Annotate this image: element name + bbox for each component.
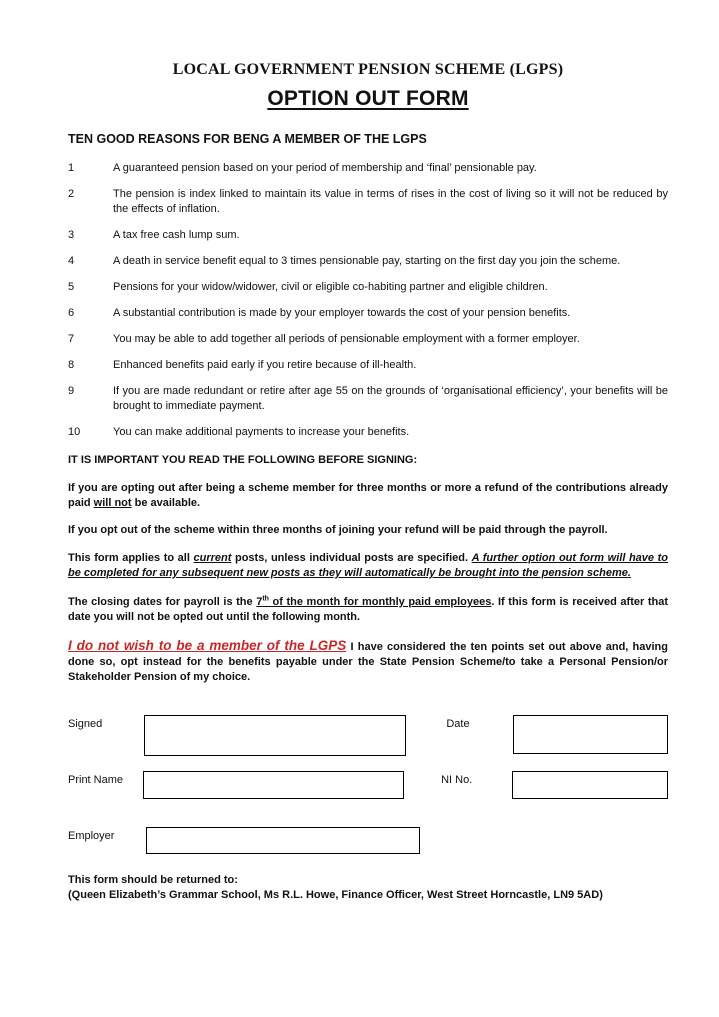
- reason-text: Pensions for your widow/widower, civil or eligible co-habiting partner and eligible children.: [113, 281, 548, 293]
- applies-notice-mid: posts, unless individual posts are specified.: [231, 552, 472, 564]
- refund-notice-underlined: will not: [93, 497, 132, 509]
- closing-day-ordinal: th: [262, 595, 269, 603]
- closing-dates-end: . If this form is received after that date you will not be opted out until the following month.: [68, 596, 668, 623]
- signed-field[interactable]: [144, 715, 406, 756]
- reason-item-2: [68, 187, 668, 217]
- reason-text: Enhanced benefits paid early if you retire because of ill-health.: [113, 359, 417, 371]
- return-address: [68, 873, 668, 903]
- employer-row: [68, 827, 668, 854]
- reason-number: 3: [68, 229, 75, 241]
- reason-text: The pension is index linked to maintain its value in terms of rises in the cost of living so it will not be reduced by the effects of inflation.: [113, 188, 668, 215]
- reason-item-7: [68, 332, 668, 347]
- reason-item-8: [68, 358, 668, 373]
- reason-number: 10: [68, 426, 81, 438]
- reason-number: 5: [68, 281, 75, 293]
- reason-number: 4: [68, 255, 75, 267]
- ni-number-field[interactable]: [512, 771, 668, 799]
- print-name-ni-row: [68, 771, 668, 799]
- print-name-field[interactable]: [143, 771, 404, 799]
- applies-notice-current: current: [193, 552, 232, 564]
- reason-text: If you are made redundant or retire after age 55 on the grounds of ‘organisational efficiency’, your benefits will be brought to immediate payment.: [113, 385, 668, 412]
- reason-item-1: [68, 161, 668, 176]
- reason-item-3: [68, 228, 668, 243]
- reason-item-5: [68, 280, 668, 295]
- declaration-rest: I have considered the ten points set out above and, having done so, opt instead for the benefits payable under the State Pension Scheme/to take a Personal Pension/or Stakeholder Pension of my choice.: [68, 641, 668, 683]
- reason-text: A substantial contribution is made by your employer towards the cost of your pension benefits.: [113, 307, 571, 319]
- ni-number-label: NI No.: [441, 774, 473, 786]
- reason-number: 2: [68, 188, 75, 200]
- signed-label: Signed: [68, 718, 103, 730]
- refund-notice: [68, 481, 668, 511]
- closing-dates-underlined-rest: of the month for monthly paid employees: [268, 596, 492, 608]
- date-field[interactable]: [513, 715, 668, 754]
- closing-dates-start: The closing dates for payroll is the: [68, 596, 257, 608]
- form-title-text: OPTION OUT FORM: [267, 87, 469, 110]
- scheme-title: LOCAL GOVERNMENT PENSION SCHEME (LGPS): [172, 61, 564, 78]
- applies-notice-further-form: A further option out form will have to be completed for any subsequent new posts as they will automatically be brought into the pension scheme.: [68, 552, 668, 579]
- reason-item-10: [68, 425, 668, 440]
- reason-number: 1: [68, 162, 75, 174]
- payroll-refund-notice: If you opt out of the scheme within three months of joining your refund will be paid through the payroll.: [68, 524, 608, 536]
- reason-text: A guaranteed pension based on your period of membership and ‘final’ pensionable pay.: [113, 162, 537, 174]
- applies-notice-start: This form applies to all: [68, 552, 194, 564]
- return-address-line2: (Queen Elizabeth’s Grammar School, Ms R.L. Howe, Finance Officer, West Street Horncastle, LN9 5AD): [68, 889, 603, 901]
- closing-day-number: 7: [256, 596, 263, 608]
- reason-text: A death in service benefit equal to 3 times pensionable pay, starting on the first day you join the scheme.: [113, 255, 621, 267]
- important-heading: IT IS IMPORTANT YOU READ THE FOLLOWING BEFORE SIGNING:: [68, 454, 418, 466]
- reason-text: A tax free cash lump sum.: [113, 229, 240, 241]
- reason-number: 9: [68, 385, 75, 397]
- reason-number: 7: [68, 333, 75, 345]
- closing-dates-underlined: [256, 596, 491, 608]
- reason-item-9: [68, 384, 668, 414]
- return-address-line1: This form should be returned to:: [68, 874, 238, 886]
- applies-notice: [68, 551, 668, 581]
- reasons-list: [68, 161, 668, 440]
- date-label: Date: [446, 718, 470, 730]
- refund-notice-end: be available.: [131, 497, 201, 509]
- print-name-label: Print Name: [68, 774, 124, 786]
- reasons-heading: TEN GOOD REASONS FOR BENG A MEMBER OF THE LGPS: [68, 132, 427, 146]
- refund-notice-text: If you are opting out after being a scheme member for three months or more a refund of the contributions already paid: [68, 482, 668, 509]
- signed-date-row: [68, 715, 668, 756]
- reason-text: You can make additional payments to increase your benefits.: [113, 426, 410, 438]
- reason-text: You may be able to add together all periods of pensionable employment with a former employer.: [113, 333, 580, 345]
- form-title: [68, 87, 668, 110]
- reason-item-4: [68, 254, 668, 269]
- reason-item-6: [68, 306, 668, 321]
- reason-number: 8: [68, 359, 75, 371]
- closing-dates-notice: [68, 595, 668, 625]
- reason-number: 6: [68, 307, 75, 319]
- employer-label: Employer: [68, 830, 115, 842]
- employer-field[interactable]: [146, 827, 420, 854]
- declaration: [68, 638, 668, 685]
- declaration-opt-out-statement: I do not wish to be a member of the LGPS: [68, 638, 347, 653]
